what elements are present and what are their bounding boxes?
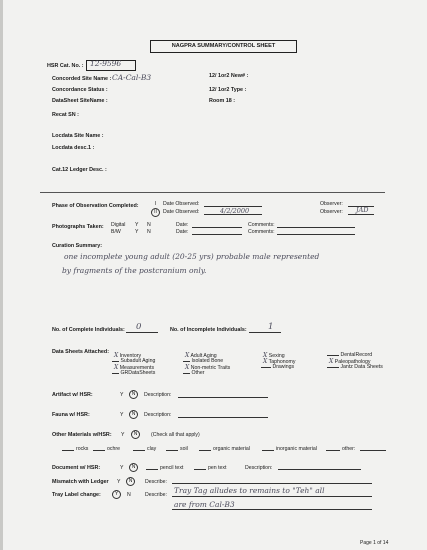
material-other-check[interactable]	[326, 450, 340, 451]
material-other: other:	[342, 446, 356, 452]
mismatch-label: Mismatch with Ledger	[52, 479, 109, 485]
photos-bw-yes[interactable]: Y	[135, 229, 139, 235]
photos-comments-1-field[interactable]	[277, 227, 355, 228]
artifact-no[interactable]: N	[129, 390, 138, 399]
artifact-label: Artifact w/ HSR:	[52, 392, 93, 398]
complete-individuals-label: No. of Complete Individuals:	[52, 327, 125, 333]
photos-date-1-label: Date:	[176, 222, 189, 228]
ledger-desc-label: Cat.12 Ledger Desc. :	[52, 167, 107, 173]
photos-digital-yes[interactable]: Y	[135, 222, 139, 228]
photos-comments-2-field[interactable]	[277, 234, 355, 235]
document-description-label: Description:	[245, 465, 273, 471]
divider	[40, 192, 385, 193]
datasheet-paleopathology[interactable]: X Paleopathology	[329, 358, 371, 365]
pencil-text-check[interactable]	[146, 469, 158, 470]
date-observed-2-label: Date Observed:	[163, 209, 200, 215]
datasheet-taphonomy[interactable]: X Taphonomy	[263, 358, 296, 365]
datasheet-drawings[interactable]: Drawings	[261, 364, 294, 370]
complete-individuals-field[interactable]	[126, 332, 158, 333]
document-description-field[interactable]	[278, 469, 361, 470]
artifact-yes[interactable]: Y	[120, 392, 124, 398]
material-clay: clay	[147, 446, 157, 452]
tray-describe-label: Describe:	[145, 492, 167, 498]
tray-describe-field-1[interactable]	[172, 496, 372, 497]
phase-option-2[interactable]: II	[151, 208, 160, 217]
photos-comments-1-label: Comments:	[248, 222, 275, 228]
curation-line-1: one incomplete young adult (20-25 yrs) probable male represented	[64, 252, 320, 261]
fauna-yes[interactable]: Y	[120, 412, 124, 418]
datasheet-jantz[interactable]: Jantz Data Sheets	[327, 364, 383, 370]
datasheet-adult-aging[interactable]: X Adult Aging	[185, 352, 217, 359]
datasheet-grdatasheets[interactable]: GRDataSheets	[112, 370, 155, 376]
artifact-description-field[interactable]	[178, 397, 268, 398]
document-no[interactable]: N	[129, 463, 138, 472]
material-inorganic: inorganic material	[276, 446, 317, 452]
material-organic-check[interactable]	[199, 450, 211, 451]
artifact-description-label: Description:	[144, 392, 172, 398]
photos-date-2-label: Date:	[176, 229, 189, 235]
incomplete-individuals-value: 1	[268, 322, 274, 332]
locdata-desc-label: Locdata desc.1 :	[52, 145, 95, 151]
material-other-field[interactable]	[360, 450, 386, 451]
datasheet-label: DataSheet SiteName :	[52, 98, 108, 104]
pen-text-label: pen text	[208, 465, 227, 471]
datasheet-dental-record[interactable]: DentalRecord	[327, 352, 372, 358]
photos-bw-no[interactable]: N	[147, 229, 151, 235]
material-clay-check[interactable]	[133, 450, 145, 451]
hsr-value: 12-9596	[90, 59, 122, 68]
site-value: CA-Cal-B3	[112, 73, 152, 82]
observer-value: JAD	[356, 206, 369, 214]
photos-digital: Digital	[111, 222, 126, 228]
material-inorganic-check[interactable]	[262, 450, 274, 451]
other-materials-yes[interactable]: Y	[121, 432, 125, 438]
pencil-text-label: pencil text	[160, 465, 184, 471]
other-materials-no[interactable]: N	[131, 430, 140, 439]
new-label: 12/ 1or2 New# :	[209, 73, 249, 79]
material-rocks: rocks	[76, 446, 89, 452]
type-label: 12/ 1or2 Type :	[209, 87, 247, 93]
incomplete-individuals-label: No. of Incomplete Individuals:	[170, 327, 247, 333]
phase-option-1[interactable]: I	[155, 201, 157, 207]
document-yes[interactable]: Y	[120, 465, 124, 471]
scan-edge	[0, 0, 3, 550]
photos-label: Photographs Taken:	[52, 224, 104, 230]
mismatch-describe-label: Describe:	[145, 479, 167, 485]
datasheet-sexing[interactable]: X Sexing	[263, 352, 285, 359]
material-ochre: ochre	[107, 446, 120, 452]
material-organic: organic material	[213, 446, 250, 452]
fauna-no[interactable]: N	[129, 410, 138, 419]
photos-digital-no[interactable]: N	[147, 222, 151, 228]
curation-line-2: by fragments of the postcranium only.	[62, 266, 207, 275]
page-number: Page 1 of 14	[360, 540, 389, 546]
observer-2-field[interactable]	[348, 214, 374, 215]
date-observed-1-label: Date Observed:	[163, 201, 200, 207]
material-rocks-check[interactable]	[62, 450, 74, 451]
hsr-label: HSR Cat. No. :	[47, 63, 84, 69]
phase-label: Phase of Observation Completed:	[52, 203, 139, 209]
material-soil-check[interactable]	[166, 450, 178, 451]
fauna-label: Fauna w/ HSR:	[52, 412, 90, 418]
tray-describe-line-2: are from Cal-B3	[174, 500, 235, 509]
datasheet-non-metric-traits[interactable]: X Non-metric Traits	[185, 364, 231, 371]
tray-describe-line-1: Tray Tag alludes to remains to "Teh" all	[174, 486, 325, 495]
tray-label: Tray Label change:	[52, 492, 101, 498]
curation-label: Curation Summary:	[52, 243, 103, 249]
form-title: NAGPRA SUMMARY/CONTROL SHEET	[150, 40, 297, 53]
datasheet-measurements[interactable]: X Measurements	[114, 364, 155, 371]
tray-no[interactable]: N	[127, 492, 131, 498]
document-label: Document w/ HSR:	[52, 465, 101, 471]
fauna-description-label: Description:	[144, 412, 172, 418]
pen-text-check[interactable]	[194, 469, 206, 470]
check-all-note: (Check all that apply)	[151, 432, 200, 438]
mismatch-describe-field[interactable]	[172, 483, 372, 484]
photos-date-1-field[interactable]	[192, 227, 242, 228]
datasheet-other[interactable]: Other	[183, 370, 204, 376]
other-materials-label: Other Materials w/HSR:	[52, 432, 112, 438]
tray-yes[interactable]: Y	[112, 490, 121, 499]
site-label: Concorded Site Name :	[52, 76, 112, 82]
incomplete-individuals-field[interactable]	[249, 332, 281, 333]
datasheet-subadult-aging[interactable]: Subadult Aging	[112, 358, 155, 364]
material-soil: soil	[180, 446, 188, 452]
material-ochre-check[interactable]	[93, 450, 105, 451]
mismatch-no[interactable]: N	[126, 477, 135, 486]
datasheet-inventory[interactable]: X Inventory	[114, 352, 142, 359]
observer-1-label: Observer:	[320, 201, 343, 207]
recat-label: Recat SN :	[52, 112, 79, 118]
mismatch-yes[interactable]: Y	[117, 479, 121, 485]
photos-bw: B/W	[111, 229, 121, 235]
fauna-description-field[interactable]	[178, 417, 268, 418]
room-label: Room 18 :	[209, 98, 236, 104]
photos-comments-2-label: Comments:	[248, 229, 275, 235]
tray-describe-field-2[interactable]	[172, 509, 372, 510]
status-label: Concordance Status :	[52, 87, 108, 93]
locdata-site-label: Locdata Site Name :	[52, 133, 104, 139]
observer-2-label: Observer:	[320, 209, 343, 215]
photos-date-2-field[interactable]	[192, 234, 242, 235]
datasheet-isolated-bone[interactable]: Isolated Bone	[183, 358, 223, 364]
date-observed-value: 4/2/2000	[220, 207, 250, 215]
complete-individuals-value: 0	[136, 322, 142, 332]
datasheets-label: Data Sheets Attached:	[52, 349, 110, 355]
